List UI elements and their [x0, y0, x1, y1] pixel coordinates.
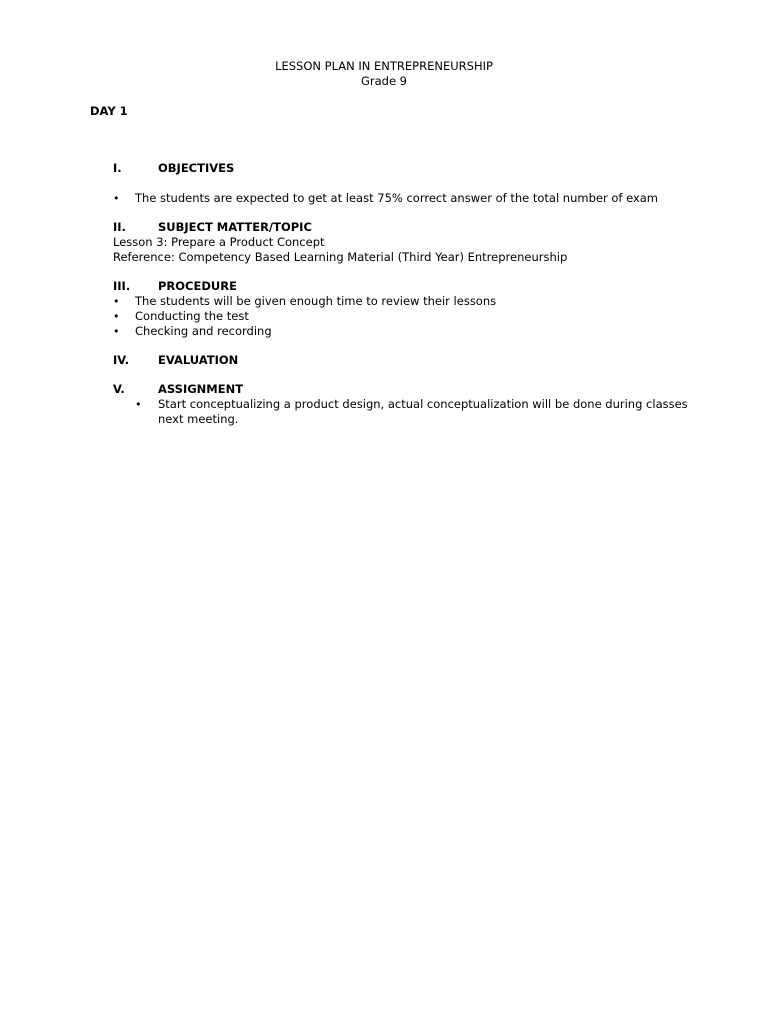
subject-matter-reference: Reference: Competency Based Learning Material (Third Year) Entrepreneurship [113, 250, 568, 264]
objectives-numeral: I. [113, 161, 122, 175]
bullet-icon: • [113, 295, 120, 308]
bullet-icon: • [113, 325, 120, 338]
bullet-icon: • [113, 192, 120, 205]
document-grade: Grade 9 [360, 74, 408, 88]
procedure-bullet-text: Checking and recording [135, 324, 272, 338]
procedure-heading: PROCEDURE [158, 279, 237, 293]
evaluation-heading: EVALUATION [158, 353, 239, 367]
procedure-numeral: III. [113, 279, 131, 293]
subject-matter-numeral: II. [113, 220, 126, 234]
document-title: LESSON PLAN IN ENTREPRENEURSHIP [275, 59, 493, 73]
assignment-numeral: V. [113, 382, 125, 396]
evaluation-numeral: IV. [113, 353, 130, 367]
subject-matter-heading: SUBJECT MATTER/TOPIC [158, 220, 312, 234]
assignment-bullet-text-continued: next meeting. [158, 412, 239, 426]
assignment-heading: ASSIGNMENT [158, 382, 244, 396]
subject-matter-lesson: Lesson 3: Prepare a Product Concept [113, 235, 325, 249]
bullet-icon: • [135, 398, 142, 411]
objectives-heading: OBJECTIVES [158, 161, 235, 175]
objectives-bullet-text: The students are expected to get at least 75% correct answer of the total number of exam [135, 191, 659, 205]
procedure-bullet-text: The students will be given enough time to review their lessons [135, 294, 497, 308]
assignment-bullet-text: Start conceptualizing a product design, actual conceptualization will be done during classes [158, 397, 688, 411]
procedure-bullet-text: Conducting the test [135, 309, 249, 323]
day-label: DAY 1 [90, 104, 128, 118]
bullet-icon: • [113, 310, 120, 323]
